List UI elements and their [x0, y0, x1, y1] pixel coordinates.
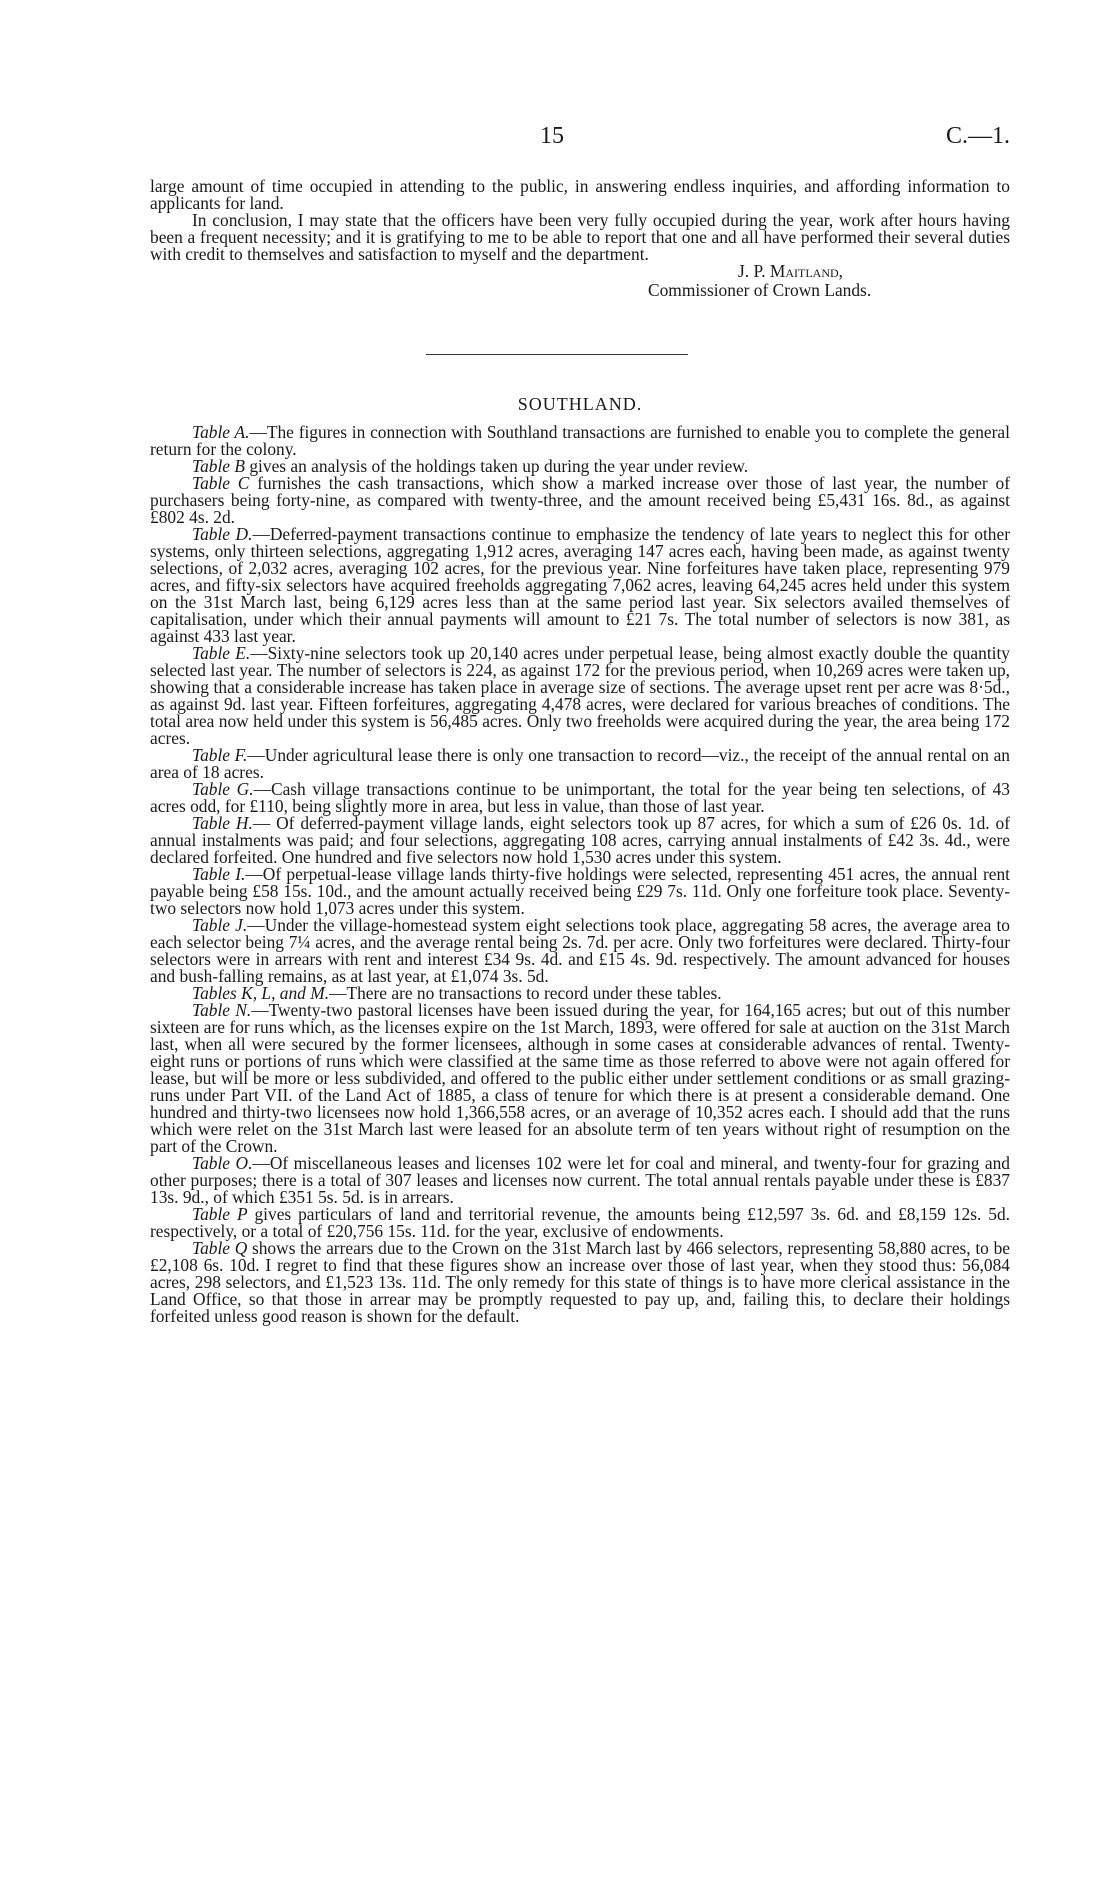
page-number: 15	[540, 123, 564, 149]
paragraph-text: —Under the village-homestead system eight selections took place, aggregating 58 acres, the average area to each selector being 7¼ acres, and the average rental being 2s. 7d. per acre. Only two forfeitures were declared. Thirty-four selectors were in arrears with rent and interest £34 9s. 4d. and £15 4s. 9d. respectively. The amount advanced for houses and bush-falling remains, as at last year, at £1,074 3s. 5d.	[150, 915, 1010, 986]
section-title: SOUTHLAND.	[517, 394, 643, 414]
table-label: Table D.	[192, 524, 253, 544]
section-divider	[426, 354, 688, 355]
table-label: Table G.	[192, 779, 254, 799]
paragraph-text: shows the arrears due to the Crown on the 31st March last by 466 selectors, representing 58,880 acres, to be £2,108 6s. 10d. I regret to find that these figures show an increase over those of last year, when they stood thus: 56,084 acres, 298 selectors, and £1,523 13s. 11d. The only remedy for this state of things is to have more clerical assistance in the Land Office, so that those in arrear may be promptly requested to pay up, and, failing this, to declare their holdings forfeited unless good reason is shown for the default.	[150, 1238, 1010, 1326]
table-label: Table H.	[192, 813, 253, 833]
paragraph-text: furnishes the cash transactions, which show a marked increase over those of last year, the number of purchasers being forty-nine, as compared with twenty-three, and the amount received being £5,431 16s. 8d., as against £802 4s. 2d.	[150, 473, 1010, 527]
paragraph-text: —Cash village transactions continue to be unimportant, the total for the year being ten selections, of 43 acres odd, for £110, being slightly more in area, but less in value, than those of last year.	[150, 779, 1010, 816]
paragraph-text: —Twenty-two pastoral licenses have been issued during the year, for 164,165 acres; but out of this number sixteen are for runs which, as the licenses expire on the 1st March, 1893, were offered for sale at auction on the 31st March last, when all were secured by the former licensees, although in some cases at considerable advances of rental. Twenty-eight runs or portions of runs which were classified at the same time as those referred to above were not again offered for lease, but will be more or less subdivided, and offered to the public either under settlement conditions or as small grazing-runs under Part VII. of the Land Act of 1885, a class of tenure for which there is at present a considerable demand. One hundred and thirty-two licensees now hold 1,366,558 acres, or an average of 10,352 acres each. I should add that the runs which were relet on the 31st March last were leased for an absolute term of ten years without right of resumption on the part of the Crown.	[150, 1000, 1010, 1156]
paragraph-table-q	[150, 1240, 1010, 1325]
paragraph-table-f	[150, 747, 1010, 781]
paragraph-text: —Sixty-nine selectors took up 20,140 acres under perpetual lease, being almost exactly double the quantity selected last year. The number of selectors is 224, as against 172 for the previous period, when 10,269 acres were taken up, showing that a considerable increase has taken place in average size of sections. The average upset rent per acre was 8·5d., as against 9d. last year. Fifteen forfeitures, aggregating 4,478 acres, were declared for various breaches of conditions. The total area now held under this system is 56,485 acres. Only two freeholds were acquired during the year, the area being 172 acres.	[150, 643, 1011, 748]
signature-title: Commissioner of Crown Lands.	[648, 280, 872, 300]
table-label: Table O.	[192, 1153, 253, 1173]
paragraph-text: —Deferred-payment transactions continue to emphasize the tendency of late years to neglect this for other systems, only thirteen selections, aggregating 1,912 acres, averaging 147 acres each, having been made, as against twenty selections, of 2,032 acres, averaging 102 acres, for the previous year. Nine forfeitures have taken place, representing 979 acres, and fifty-six selectors have acquired freeholds aggregating 7,062 acres, leaving 64,245 acres held under this system on the 31st March last, being 6,129 acres less than at the same period last year. Six selectors availed themselves of capitalisation, under which their annual payments will amount to £21 7s. The total number of selectors is now 381, as against 433 last year.	[150, 524, 1010, 646]
paragraph-table-h	[150, 815, 1010, 866]
table-label: Table N.	[192, 1000, 252, 1020]
table-label: Table P	[192, 1204, 248, 1224]
table-label: Table E.	[192, 643, 251, 663]
paragraph-text: gives particulars of land and territorial revenue, the amounts being £12,597 3s. 6d. and £8,159 12s. 5d. respectively, or a total of £20,756 15s. 11d. for the year, exclusive of endowments.	[150, 1204, 1010, 1241]
intro-block	[150, 178, 1010, 263]
paragraph-text: —Of perpetual-lease village lands thirty-five holdings were selected, representing 451 acres, the annual rent payable being £58 15s. 10d., and the amount actually received being £29 7s. 11d. Only one forfeiture took place. Seventy-two selectors now hold 1,073 acres under this system.	[150, 864, 1010, 918]
paragraph-text: —There are no transactions to record under these tables.	[329, 983, 722, 1003]
paragraph-text: —The figures in connection with Southland transactions are furnished to enable you to complete the general return for the colony.	[150, 422, 1010, 459]
document-reference: C.—1.	[945, 123, 1010, 149]
paragraph-table-e	[150, 645, 1010, 747]
paragraph-table-d	[150, 526, 1010, 645]
paragraph-table-c	[150, 475, 1010, 526]
paragraph-table-g	[150, 781, 1010, 815]
table-label: Table A.	[192, 422, 250, 442]
table-label: Table F.	[192, 745, 248, 765]
paragraph-table-i	[150, 866, 1010, 917]
intro-continuation: large amount of time occupied in attending to the public, in answering endless inquiries, and affording information to applicants for land.	[150, 176, 1010, 213]
table-label: Tables K, L, and M.	[192, 983, 330, 1003]
paragraph-table-n	[150, 1002, 1010, 1155]
paragraph-text: gives an analysis of the holdings taken up during the year under review.	[245, 456, 749, 476]
paragraph-text: —Under agricultural lease there is only one transaction to record—viz., the receipt of the annual rental on an area of 18 acres.	[150, 745, 1010, 782]
paragraph-text: — Of deferred-payment village lands, eight selectors took up 87 acres, for which a sum of £26 0s. 1d. of annual instalments was paid; and four selections, aggregating 108 acres, carrying annual instalments of £42 3s. 4d., were declared forfeited. One hundred and five selectors now hold 1,530 acres under this system.	[150, 813, 1010, 867]
paragraph-table-j	[150, 917, 1010, 985]
table-label: Table B	[192, 456, 245, 476]
table-label: Table C	[192, 473, 250, 493]
paragraph-table-p	[150, 1206, 1010, 1240]
paragraph-table-o	[150, 1155, 1010, 1206]
paragraph-table-a	[150, 424, 1010, 458]
table-label: Table I.	[192, 864, 246, 884]
paragraph-text: —Of miscellaneous leases and licenses 102 were let for coal and mineral, and twenty-four for grazing and other purposes; there is a total of 307 leases and licenses now current. The total annual rentals payable under these is £837 13s. 9d., of which £351 5s. 5d. is in arrears.	[150, 1153, 1010, 1207]
signature-name: J. P. Maitland,	[738, 261, 844, 281]
intro-conclusion: In conclusion, I may state that the officers have been very fully occupied during the year, work after hours having been a frequent necessity; and it is gratifying to me to be able to report that one and all have performed their several duties with credit to themselves and satisfaction to myself and the department.	[150, 210, 1010, 264]
southland-body	[150, 424, 1010, 1325]
page-header	[150, 123, 1010, 153]
table-label: Table J.	[192, 915, 248, 935]
table-label: Table Q	[192, 1238, 248, 1258]
